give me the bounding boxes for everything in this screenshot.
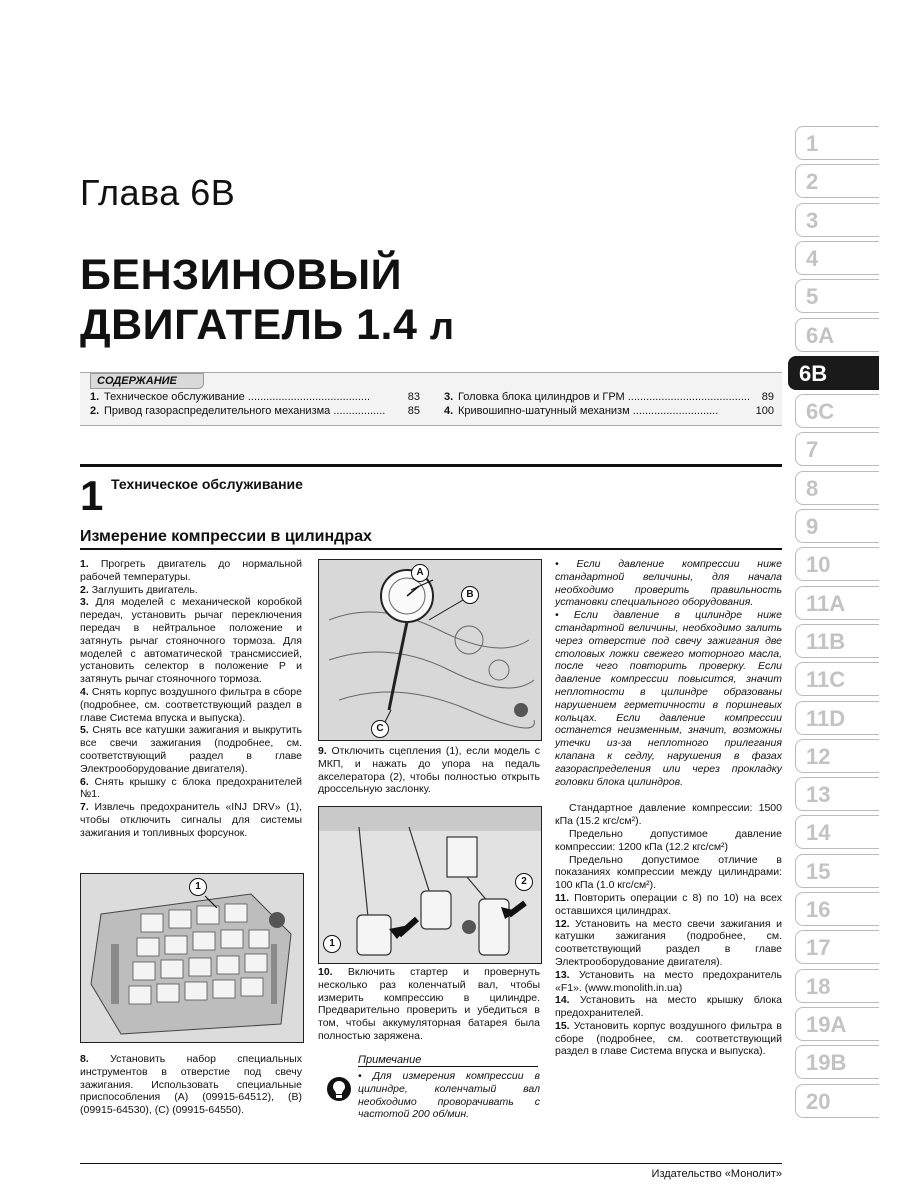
callout-accelerator: 2 — [515, 873, 533, 891]
chapter-tab-12[interactable]: 12 — [795, 739, 879, 773]
bullet-1: • Если давление компрессии ниже стандартной величины, для начала необходимо проверить правильность установки специального оборудования. — [555, 558, 782, 609]
chapter-tab-8[interactable]: 8 — [795, 471, 879, 505]
chapter-tab-1[interactable]: 1 — [795, 126, 879, 160]
note-icon — [326, 1076, 352, 1102]
publisher-footer: Издательство «Монолит» — [651, 1168, 782, 1180]
step-3: 3. Для моделей с механической коробкой передач, установить рычаг переключения передач в нейтральное положение и затянуть рычаг стояночного тормоза. Для моделей с автоматической трансмиссией, установить селектор в положение P и затянуть рычаг стояночного тормоза. — [80, 596, 302, 686]
callout-a: A — [411, 564, 429, 582]
contents-item-2[interactable]: 2. Привод газораспределительного механизма ................. 85 — [90, 405, 420, 417]
chapter-tab-16[interactable]: 16 — [795, 892, 879, 926]
chapter-tab-2[interactable]: 2 — [795, 164, 879, 198]
chapter-tab-7[interactable]: 7 — [795, 432, 879, 466]
fuse-box-figure — [80, 873, 304, 1043]
chapter-tab-15[interactable]: 15 — [795, 854, 879, 888]
section-rule — [80, 464, 782, 467]
chapter-tab-6c[interactable]: 6C — [795, 394, 879, 428]
callout-clutch: 1 — [323, 935, 341, 953]
chapter-tab-11d[interactable]: 11D — [795, 701, 879, 735]
step-5: 5. Снять все катушки зажигания и выкрутить все свечи зажигания (подробнее, см. соответствующий раздел в главе Электрооборудование двигателя). — [80, 724, 302, 775]
section-number: 1 — [80, 472, 104, 519]
contents-item-4[interactable]: 4. Кривошипно-шатунный механизм ............................ 100 — [444, 405, 774, 417]
step-10: 10. Включить стартер и провернуть несколько раз коленчатый вал, чтобы измерить компрессию в цилиндре. Предварительно проверить и убедиться в том, чтобы аккумуляторная батарея была полностью заряжена. — [318, 966, 541, 1042]
section-title: Техническое обслуживание — [111, 476, 303, 492]
step-6: 6. Снять крышку с блока предохранителей №1. — [80, 775, 302, 801]
callout-b: B — [461, 586, 479, 604]
title-unit: л — [429, 306, 455, 348]
note-text: • Для измерения компрессии в цилиндре, коленчатый вал необходимо проворачивать с частотой 200 об/мин. — [358, 1070, 540, 1121]
step-7: 7. Извлечь предохранитель «INJ DRV» (1), чтобы отключить сигналы для системы зажигания и топливных форсунок. — [80, 801, 302, 839]
bullet-2: • Если давление в цилиндре ниже стандартной величины, необходимо залить через отверстие под свечу зажигания две столовых ложки свежего моторного масла, после чего повторить проверку. Если давление компрессии повысится, значит неплотности в цилиндре образованы нарушением герметичности в поршневых кольцах. Если давление компрессии останется неизменным, значит, возможны утечки из-за неплотного прилегания клапана к седлу, нарушения в фазах газораспределения или через прокладку головки блока цилиндров. — [555, 609, 782, 788]
chapter-tab-20[interactable]: 20 — [795, 1084, 879, 1118]
chapter-tab-5[interactable]: 5 — [795, 279, 879, 313]
chapter-tab-17[interactable]: 17 — [795, 930, 879, 964]
chapter-tab-19a[interactable]: 19A — [795, 1007, 879, 1041]
chapter-tab-3[interactable]: 3 — [795, 203, 879, 237]
note-label: Примечание — [358, 1054, 422, 1066]
column-2-top — [318, 745, 540, 796]
step-11: 11. Повторить операции с 8) по 10) на всех оставшихся цилиндрах. — [555, 891, 783, 917]
chapter-tab-10[interactable]: 10 — [795, 547, 879, 581]
chapter-tab-6b[interactable]: 6B — [788, 356, 879, 390]
chapter-label: Глава 6В — [80, 172, 236, 213]
step-15: 15. Установить корпус воздушного фильтра в сборе (подробнее, см. соответствующий раздел в главе Система впуска и выпуска). — [555, 1019, 782, 1058]
column-3 — [555, 558, 782, 1058]
step-12: 12. Установить на место свечи зажигания и катушки зажигания (подробнее, см. соответствующий раздел в главе Электрооборудование двигателя). — [555, 917, 782, 968]
chapter-tab-11c[interactable]: 11C — [795, 662, 879, 696]
chapter-tab-9[interactable]: 9 — [795, 509, 879, 543]
step-9: 9. Отключить сцепления (1), если модель с МКП, и нажать до упора на педаль акселератора (2), чтобы полностью открыть дроссельную заслонку. — [318, 745, 540, 796]
chapter-tab-14[interactable]: 14 — [795, 815, 879, 849]
contents-item-3[interactable]: 3. Головка блока цилиндров и ГРМ ........................................ 89 — [444, 391, 774, 403]
compression-gauge-illustration — [319, 560, 541, 740]
step-13: 13. Установить на место предохранитель «F1». (www.monolith.in.ua) — [555, 968, 782, 994]
chapter-tab-13[interactable]: 13 — [795, 777, 879, 811]
column-2-bottom — [318, 966, 540, 1043]
subsection-rule — [80, 548, 782, 550]
title-line-2: ДВИГАТЕЛЬ 1.4 — [80, 301, 418, 349]
chapter-tab-6a[interactable]: 6A — [795, 318, 879, 352]
callout-1: 1 — [189, 878, 207, 896]
contents-item-1[interactable]: 1. Техническое обслуживание ........................................ 83 — [90, 391, 420, 403]
step-2: 2. Заглушить двигатель. — [80, 583, 198, 596]
pressure-limit: Предельно допустимое давление компрессии: 1200 кПа (12.2 кгс/см²) — [555, 827, 782, 853]
contents-label: СОДЕРЖАНИЕ — [90, 373, 204, 389]
pressure-difference: Предельно допустимое отличие в показаниях компрессии между цилиндрами: 100 кПа (1.0 кгс/см²). — [555, 853, 782, 892]
footer-rule — [80, 1163, 782, 1164]
pedals-illustration — [319, 807, 541, 963]
note-block — [318, 1050, 540, 1150]
step-8: 8. Установить набор специальных инструментов в отверстие под свечу зажигания. Использовать специальные приспособления (A) (09915-64512), (B) (09915-64530), (C) (09915-64550). — [80, 1053, 302, 1117]
callout-c: C — [371, 720, 389, 738]
step-4: 4. Снять корпус воздушного фильтра в сборе (подробнее, см. соответствующий раздел в главе Система впуска и выпуска). — [80, 685, 302, 724]
title-line-1: БЕНЗИНОВЫЙ — [80, 251, 403, 299]
chapter-tab-11b[interactable]: 11B — [795, 624, 879, 658]
column-1 — [80, 558, 302, 840]
chapter-tab-19b[interactable]: 19B — [795, 1045, 879, 1079]
step-14: 14. Установить на место крышку блока предохранителей. — [555, 994, 782, 1020]
column-1-continued — [80, 1053, 302, 1117]
page-title — [80, 250, 455, 352]
pedals-figure — [318, 806, 542, 964]
chapter-tab-11a[interactable]: 11A — [795, 586, 879, 620]
chapter-tab-18[interactable]: 18 — [795, 969, 879, 1003]
subsection-title: Измерение компрессии в цилиндрах — [80, 528, 372, 545]
compression-gauge-figure — [318, 559, 542, 741]
chapter-tab-4[interactable]: 4 — [795, 241, 879, 275]
step-1: 1. Прогреть двигатель до нормальной рабочей температуры. — [80, 558, 302, 583]
pressure-standard: Стандартное давление компрессии: 1500 кПа (15.2 кгс/см²). — [555, 802, 782, 828]
note-rule — [358, 1066, 538, 1067]
fuse-box-illustration — [81, 874, 303, 1042]
